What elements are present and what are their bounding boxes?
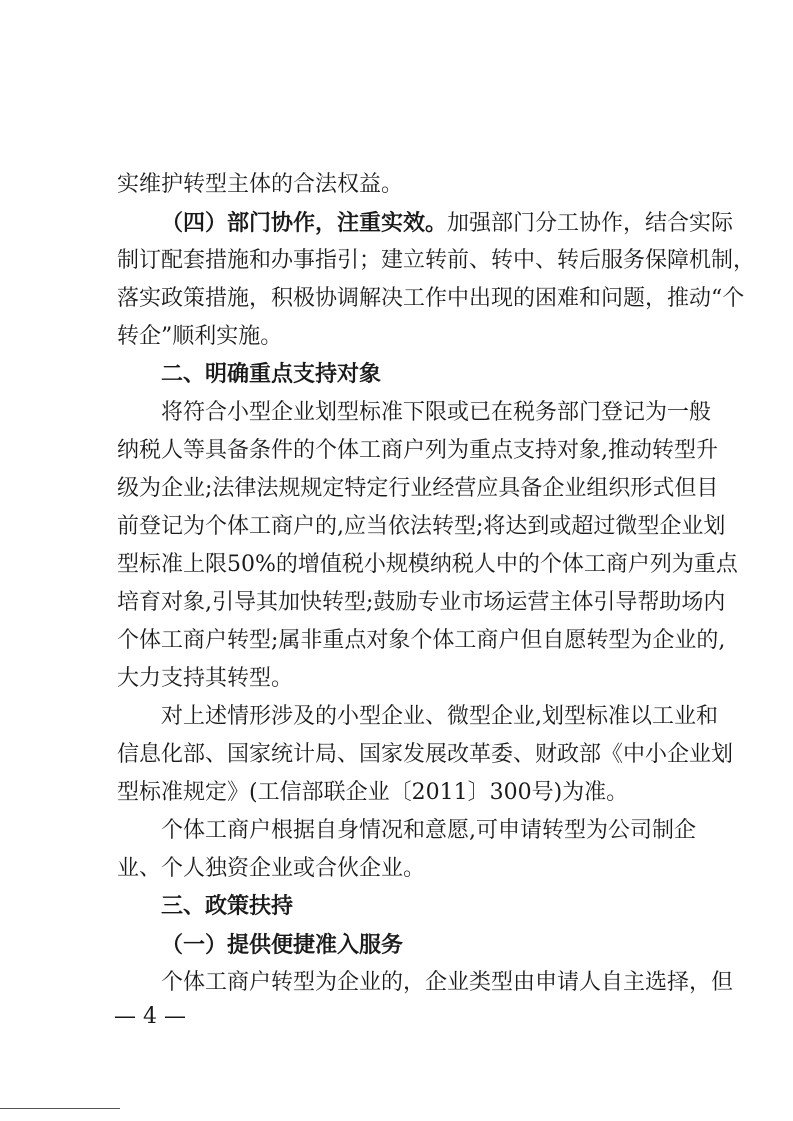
- paragraph-line: 纳税人等具备条件的个体工商户列为重点支持对象,推动转型升: [117, 438, 718, 463]
- paragraph-line: 前登记为个体工商户的,应当依法转型;将达到或超过微型企业划: [117, 514, 726, 539]
- paragraph-line: 业、个人独资企业或合伙企业。: [117, 856, 426, 881]
- paragraph-line: 型标准规定》(工信部联企业〔2011〕300号)为准。: [117, 780, 629, 805]
- page-number: — 4 —: [114, 1004, 186, 1029]
- section-heading: 二、明确重点支持对象: [161, 362, 382, 387]
- section-line: [161, 206, 734, 241]
- paragraph-text: 加强部门分工协作，结合实际: [447, 211, 734, 236]
- paragraph-line: 个体工商户根据自身情况和意愿,可申请转型为公司制企: [161, 818, 696, 843]
- paragraph-line: 制订配套措施和办事指引；建立转前、转中、转后服务保障机制，: [117, 248, 756, 273]
- subsection-heading: （四）部门协作，注重实效。: [161, 210, 448, 236]
- paragraph-line: 个体工商户转型为企业的，企业类型由申请人自主选择，但: [161, 970, 734, 995]
- paragraph-line: 对上述情形涉及的小型企业、微型企业,划型标准以工业和: [161, 704, 718, 729]
- paragraph-line: 信息化部、国家统计局、国家发展改革委、财政部《中小企业划: [117, 742, 734, 767]
- paragraph-line: 大力支持其转型。: [117, 666, 294, 691]
- paragraph-line: 将符合小型企业划型标准下限或已在税务部门登记为一般: [161, 400, 712, 425]
- subsection-heading: （一）提供便捷准入服务: [161, 932, 404, 958]
- scan-artifact-line: [0, 1108, 120, 1109]
- paragraph-line: 落实政策措施，积极协调解决工作中出现的困难和问题，推动“个: [117, 286, 745, 311]
- paragraph-line: 个体工商户转型;属非重点对象个体工商户但自愿转型为企业的,: [117, 628, 726, 653]
- paragraph-line: 级为企业;法律法规规定特定行业经营应具备企业组织形式但目: [117, 476, 719, 501]
- paragraph-line: 转企”顺利实施。: [117, 324, 283, 349]
- paragraph-line: 型标准上限50%的增值税小规模纳税人中的个体工商户列为重点: [117, 552, 738, 577]
- section-heading: 三、政策扶持: [161, 894, 294, 919]
- paragraph-line: 培育对象,引导其加快转型;鼓励专业市场运营主体引导帮助场内: [117, 590, 726, 615]
- paragraph-line: 实维护转型主体的合法权益。: [117, 172, 404, 197]
